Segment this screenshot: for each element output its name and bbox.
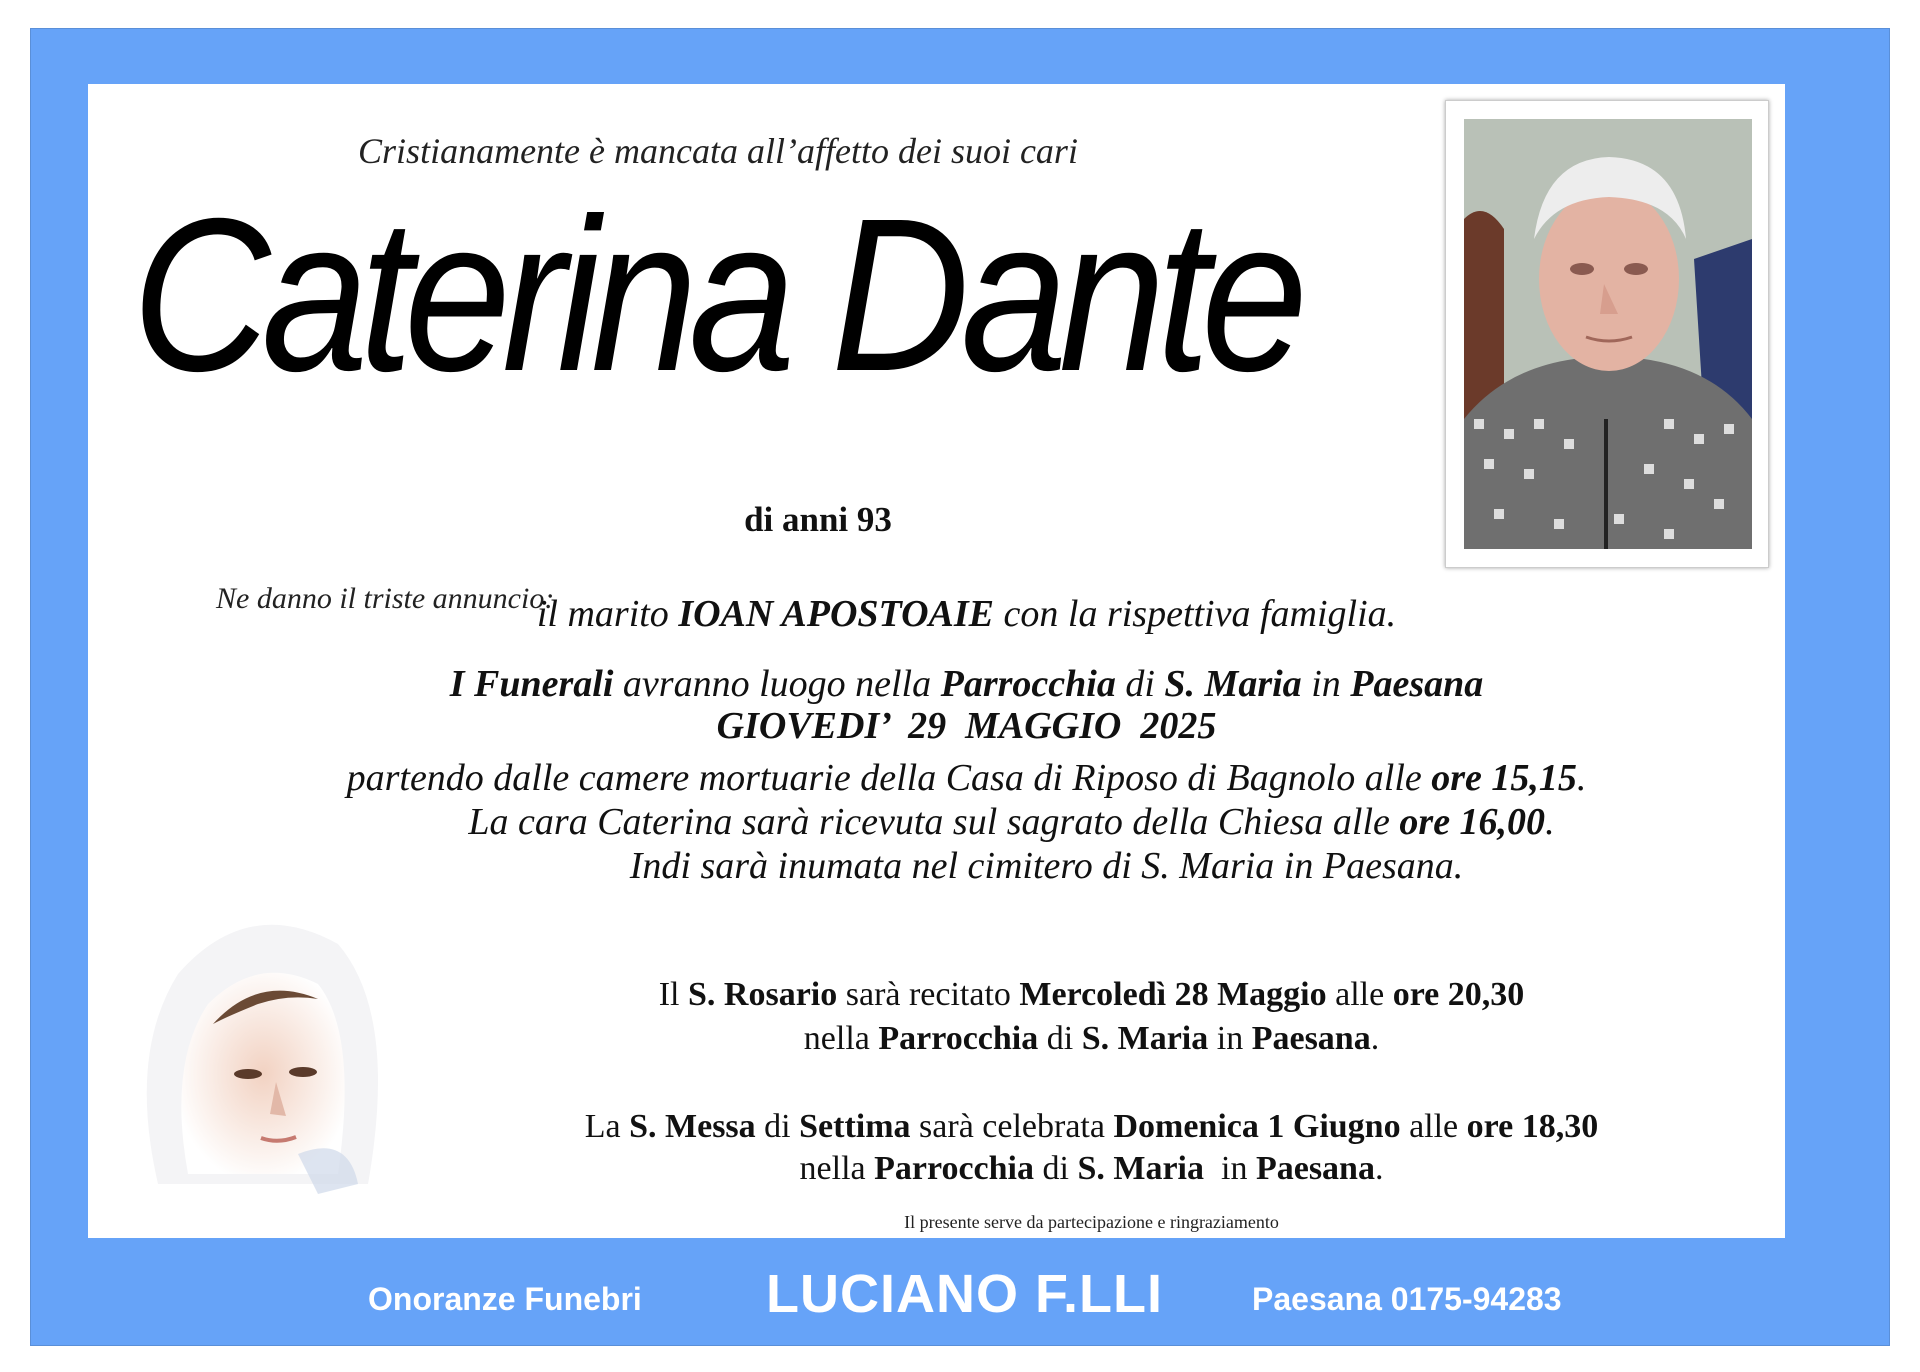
footer-company: LUCIANO F.LLI bbox=[766, 1264, 1163, 1324]
portrait-photo bbox=[1445, 100, 1769, 568]
annuncio-label: Ne danno il triste annuncio: bbox=[216, 582, 555, 615]
notice-paper bbox=[88, 84, 1785, 1238]
footer-bar bbox=[30, 1255, 1890, 1335]
footnote: Il presente serve da partecipazione e ringraziamento bbox=[904, 1212, 1279, 1232]
rosario-line-2: nella Parrocchia di S. Maria in Paesana. bbox=[803, 1020, 1380, 1057]
partenza-line: partendo dalle camere mortuarie della Casa di Riposo di Bagnolo alle ore 15,15. bbox=[346, 757, 1587, 799]
messa-line-1: La S. Messa di Settima sarà celebrata Domenica 1 Giugno alle ore 18,30 bbox=[584, 1108, 1599, 1145]
footer-onoranze: Onoranze Funebri bbox=[368, 1281, 642, 1317]
age-text: di anni 93 bbox=[744, 500, 892, 539]
inumata-line: Indi sarà inumata nel cimitero di S. Maria in Paesana. bbox=[629, 845, 1464, 887]
intro-text: Cristianamente è mancata all’affetto dei suoi cari bbox=[358, 131, 1078, 171]
funeral-date: GIOVEDI’ 29 MAGGIO 2025 bbox=[716, 705, 1217, 747]
annuncio-line: il marito IOAN APOSTOAIE con la rispettiva famiglia. bbox=[536, 593, 1397, 635]
messa-line-2: nella Parrocchia di S. Maria in Paesana. bbox=[799, 1150, 1384, 1187]
footer-contact: Paesana 0175-94283 bbox=[1252, 1281, 1562, 1317]
deceased-name: Caterina Dante bbox=[132, 174, 1300, 417]
rosario-line-1: Il S. Rosario sarà recitato Mercoledì 28 Maggio alle ore 20,30 bbox=[658, 976, 1525, 1013]
sagrato-line: La cara Caterina sarà ricevuta sul sagrato della Chiesa alle ore 16,00. bbox=[468, 801, 1555, 843]
funerali-line: I Funerali avranno luogo nella Parrocchia di S. Maria in Paesana bbox=[449, 663, 1484, 705]
